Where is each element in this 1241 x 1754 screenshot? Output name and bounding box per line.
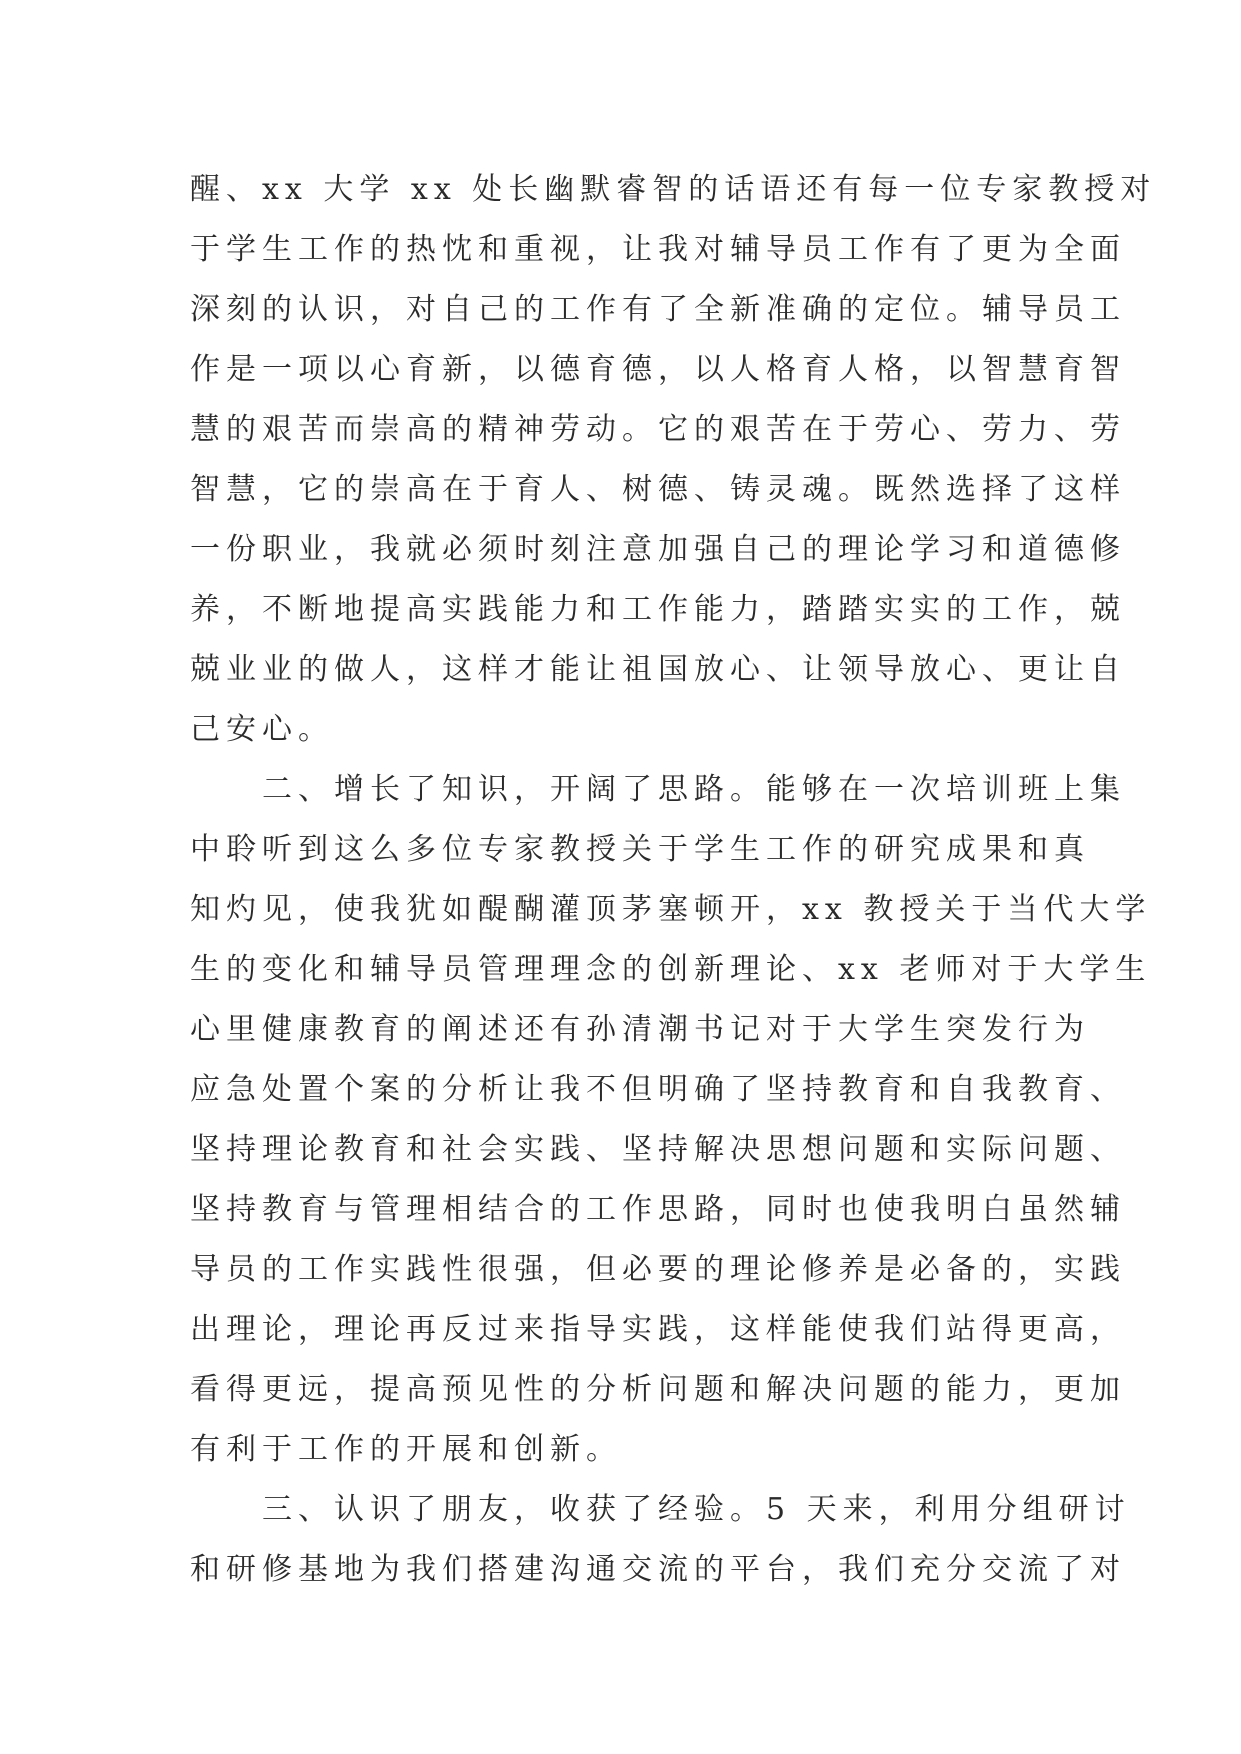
text-line: 作是一项以心育新，以德育德，以人格育人格，以智慧育智	[190, 352, 1126, 387]
text-line: 深刻的认识，对自己的工作有了全新准确的定位。辅导员工	[190, 292, 1126, 327]
text-line: 坚持教育与管理相结合的工作思路，同时也使我明白虽然辅	[190, 1192, 1126, 1227]
text-line: 应急处置个案的分析让我不但明确了坚持教育和自我教育、	[190, 1072, 1126, 1107]
text-line: 智慧，它的崇高在于育人、树德、铸灵魂。既然选择了这样	[190, 472, 1126, 507]
text-line: 看得更远，提高预见性的分析问题和解决问题的能力，更加	[190, 1372, 1126, 1407]
text-line: 导员的工作实践性很强，但必要的理论修养是必备的，实践	[190, 1252, 1126, 1287]
text-line: 养，不断地提高实践能力和工作能力，踏踏实实的工作，兢	[190, 592, 1126, 627]
text-line: 知灼见，使我犹如醍醐灌顶茅塞顿开，xx 教授关于当代大学	[190, 892, 1152, 927]
text-line: 和研修基地为我们搭建沟通交流的平台，我们充分交流了对	[190, 1552, 1126, 1587]
text-line: 兢业业的做人，这样才能让祖国放心、让领导放心、更让自	[190, 652, 1126, 687]
text-line: 二、增长了知识，开阔了思路。能够在一次培训班上集	[190, 772, 1126, 807]
text-line: 坚持理论教育和社会实践、坚持解决思想问题和实际问题、	[190, 1132, 1126, 1167]
text-line: 出理论，理论再反过来指导实践，这样能使我们站得更高，	[190, 1312, 1126, 1347]
text-line: 己安心。	[190, 712, 334, 747]
body-text	[190, 160, 1157, 1600]
text-line: 于学生工作的热忱和重视，让我对辅导员工作有了更为全面	[190, 232, 1126, 267]
text-line: 中聆听到这么多位专家教授关于学生工作的研究成果和真	[190, 832, 1090, 867]
text-line: 三、认识了朋友，收获了经验。5 天来，利用分组研讨	[190, 1492, 1131, 1527]
text-line: 醒、xx 大学 xx 处长幽默睿智的话语还有每一位专家教授对	[190, 172, 1157, 207]
text-line: 心里健康教育的阐述还有孙清潮书记对于大学生突发行为	[190, 1012, 1090, 1047]
text-line: 一份职业，我就必须时刻注意加强自己的理论学习和道德修	[190, 532, 1126, 567]
text-line: 生的变化和辅导员管理理念的创新理论、xx 老师对于大学生	[190, 952, 1152, 987]
text-line: 有利于工作的开展和创新。	[190, 1432, 622, 1467]
text-line: 慧的艰苦而崇高的精神劳动。它的艰苦在于劳心、劳力、劳	[190, 412, 1126, 447]
